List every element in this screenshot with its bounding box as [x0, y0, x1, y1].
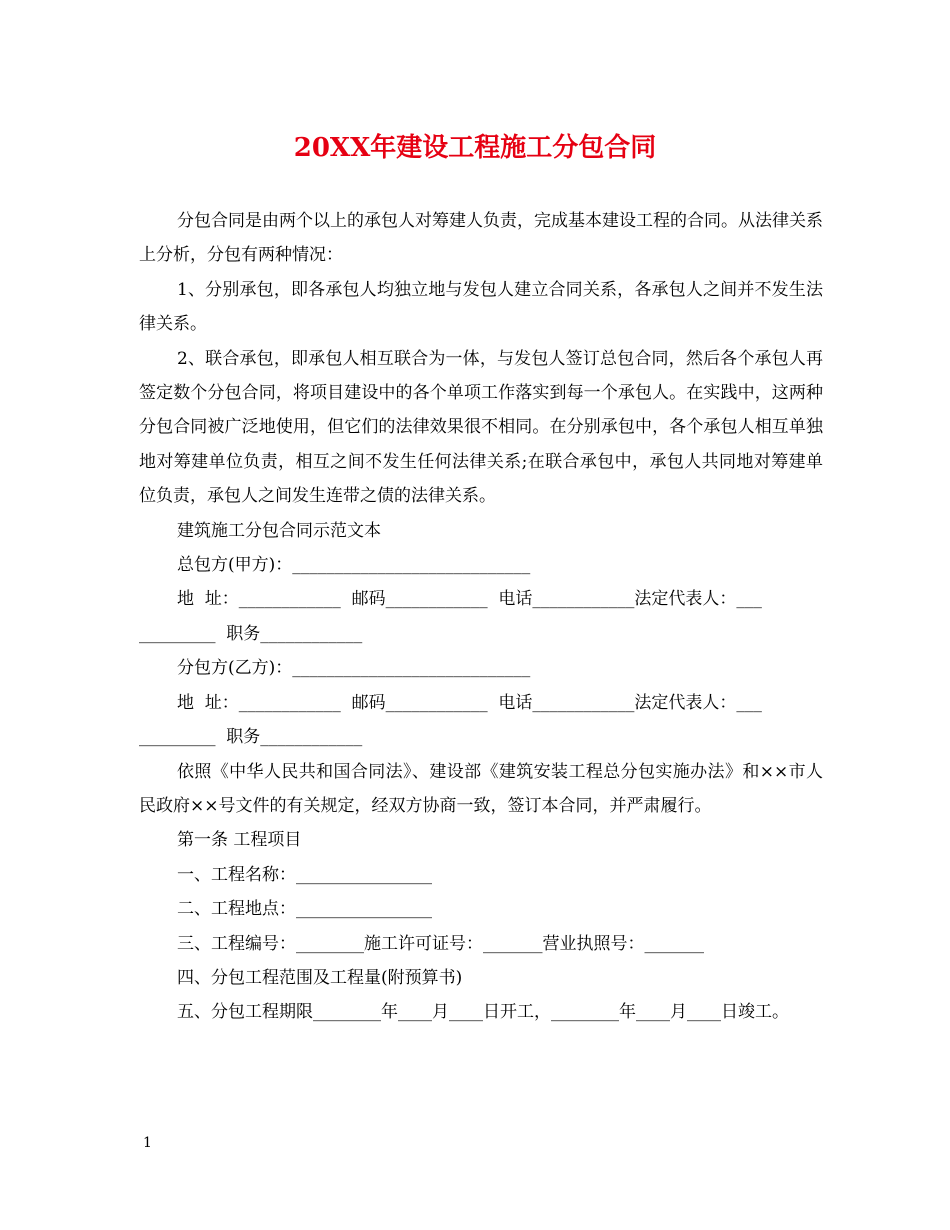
legal-basis-paragraph: 依照《中华人民共和国合同法》、建设部《建筑安装工程总分包实施办法》和××市人民政府××号文件的有关规定，经双方协商一致，签订本合同，并严肃履行。	[139, 761, 823, 816]
duration-item: 五、分包工程期限________年____月____日开工，________年____月____日竣工。	[177, 1002, 789, 1023]
party-a-position-line: _________ 职务____________	[139, 623, 363, 644]
project-name-item: 一、工程名称：________________	[177, 864, 432, 885]
joint-contracting-paragraph: 2、联合承包，即承包人相互联合为一体，与发包人签订总包合同，然后各个承包人再签定数个分包合同，将项目建设中的各个单项工作落实到每一个承包人。在实践中，这两种分包合同被广泛地使用，但它们的法律效果很不相同。在分别承包中，各个承包人相互单独地对筹建单位负责，相互之间不发生任何法律关系;在联合承包中，承包人共同地对筹建单位负责，承包人之间发生连带之债的法律关系。	[139, 348, 823, 507]
document-title: 20XX年建设工程施工分包合同	[293, 133, 657, 163]
project-location-item: 二、工程地点：________________	[177, 899, 432, 920]
party-a-address-line: 地 址：____________ 邮码____________ 电话____________法定代表人：___	[177, 589, 762, 610]
party-b-address-line: 地 址：____________ 邮码____________ 电话____________法定代表人：___	[177, 692, 762, 713]
party-b-line: 分包方(乙方)：____________________________	[177, 658, 531, 679]
party-a-line: 总包方(甲方)：____________________________	[177, 555, 531, 576]
separate-contracting-paragraph: 1、分别承包，即各承包人均独立地与发包人建立合同关系，各承包人之间并不发生法律关系。	[139, 279, 823, 335]
intro-paragraph: 分包合同是由两个以上的承包人对筹建人负责，完成基本建设工程的合同。从法律关系上分析，分包有两种情况：	[139, 211, 823, 266]
article-one-heading: 第一条 工程项目	[177, 830, 302, 851]
project-number-item: 三、工程编号：________施工许可证号：_______营业执照号：_______	[177, 933, 704, 954]
document-body	[139, 204, 823, 1030]
page-number: 1	[143, 1135, 152, 1151]
sample-text-heading: 建筑施工分包合同示范文本	[177, 520, 381, 541]
party-b-position-line: _________ 职务____________	[139, 727, 363, 748]
scope-item: 四、分包工程范围及工程量(附预算书)	[177, 967, 463, 988]
